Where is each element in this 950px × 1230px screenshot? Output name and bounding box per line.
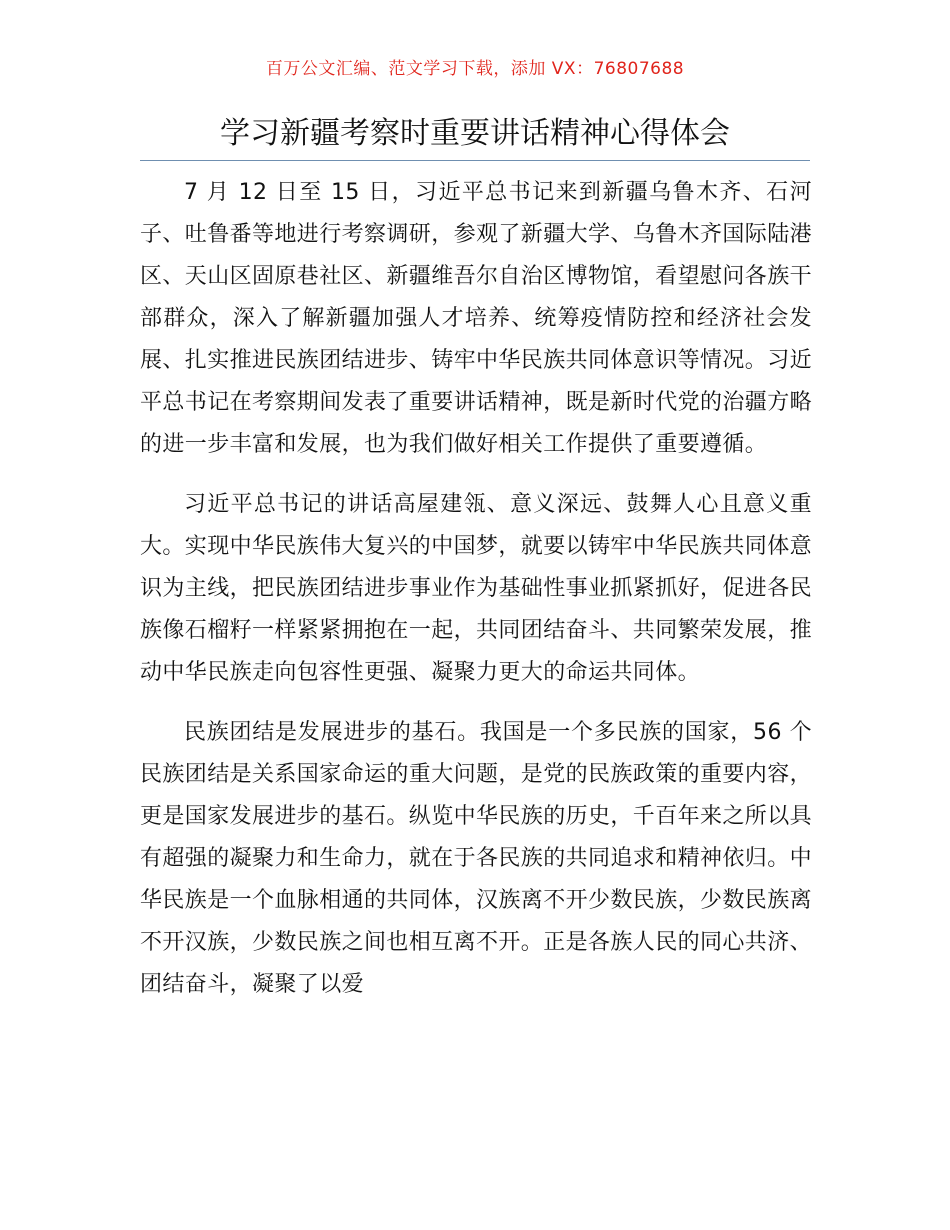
title-divider [140, 160, 810, 161]
paragraph-3: 民族团结是发展进步的基石。我国是一个多民族的国家，56 个民族团结是关系国家命运的重大问题，是党的民族政策的重要内容，更是国家发展进步的基石。纵览中华民族的历史，千百年来之所以具有超强的凝聚力和生命力，就在于各民族的共同追求和精神依归。中华民族是一个血脉相通的共同体，汉族离不开少数民族，少数民族离不开汉族，少数民族之间也相互离不开。正是各族人民的同心共济、团结奋斗，凝聚了以爱 [140, 720, 813, 997]
paragraph-2: 习近平总书记的讲话高屋建瓴、意义深远、鼓舞人心且意义重大。实现中华民族伟大复兴的中国梦，就要以铸牢中华民族共同体意识为主线，把民族团结进步事业作为基础性事业抓紧抓好，促进各民族像石榴籽一样紧紧拥抱在一起，共同团结奋斗、共同繁荣发展，推动中华民族走向包容性更强、凝聚力更大的命运共同体。 [140, 492, 813, 685]
page-title: 学习新疆考察时重要讲话精神心得体会 [220, 116, 730, 151]
header-note: 百万公文汇编、范文学习下载，添加 VX：76807688 [265, 59, 685, 79]
document-body [140, 172, 812, 1024]
paragraph-1: 7 月 12 日至 15 日，习近平总书记来到新疆乌鲁木齐、石河子、吐鲁番等地进行考察调研，参观了新疆大学、乌鲁木齐国际陆港区、天山区固原巷社区、新疆维吾尔自治区博物馆，看望慰问各族干部群众，深入了解新疆加强人才培养、统筹疫情防控和经济社会发展、扎实推进民族团结进步、铸牢中华民族共同体意识等情况。习近平总书记在考察期间发表了重要讲话精神，既是新时代党的治疆方略的进一步丰富和发展，也为我们做好相关工作提供了重要遵循。 [140, 180, 813, 457]
